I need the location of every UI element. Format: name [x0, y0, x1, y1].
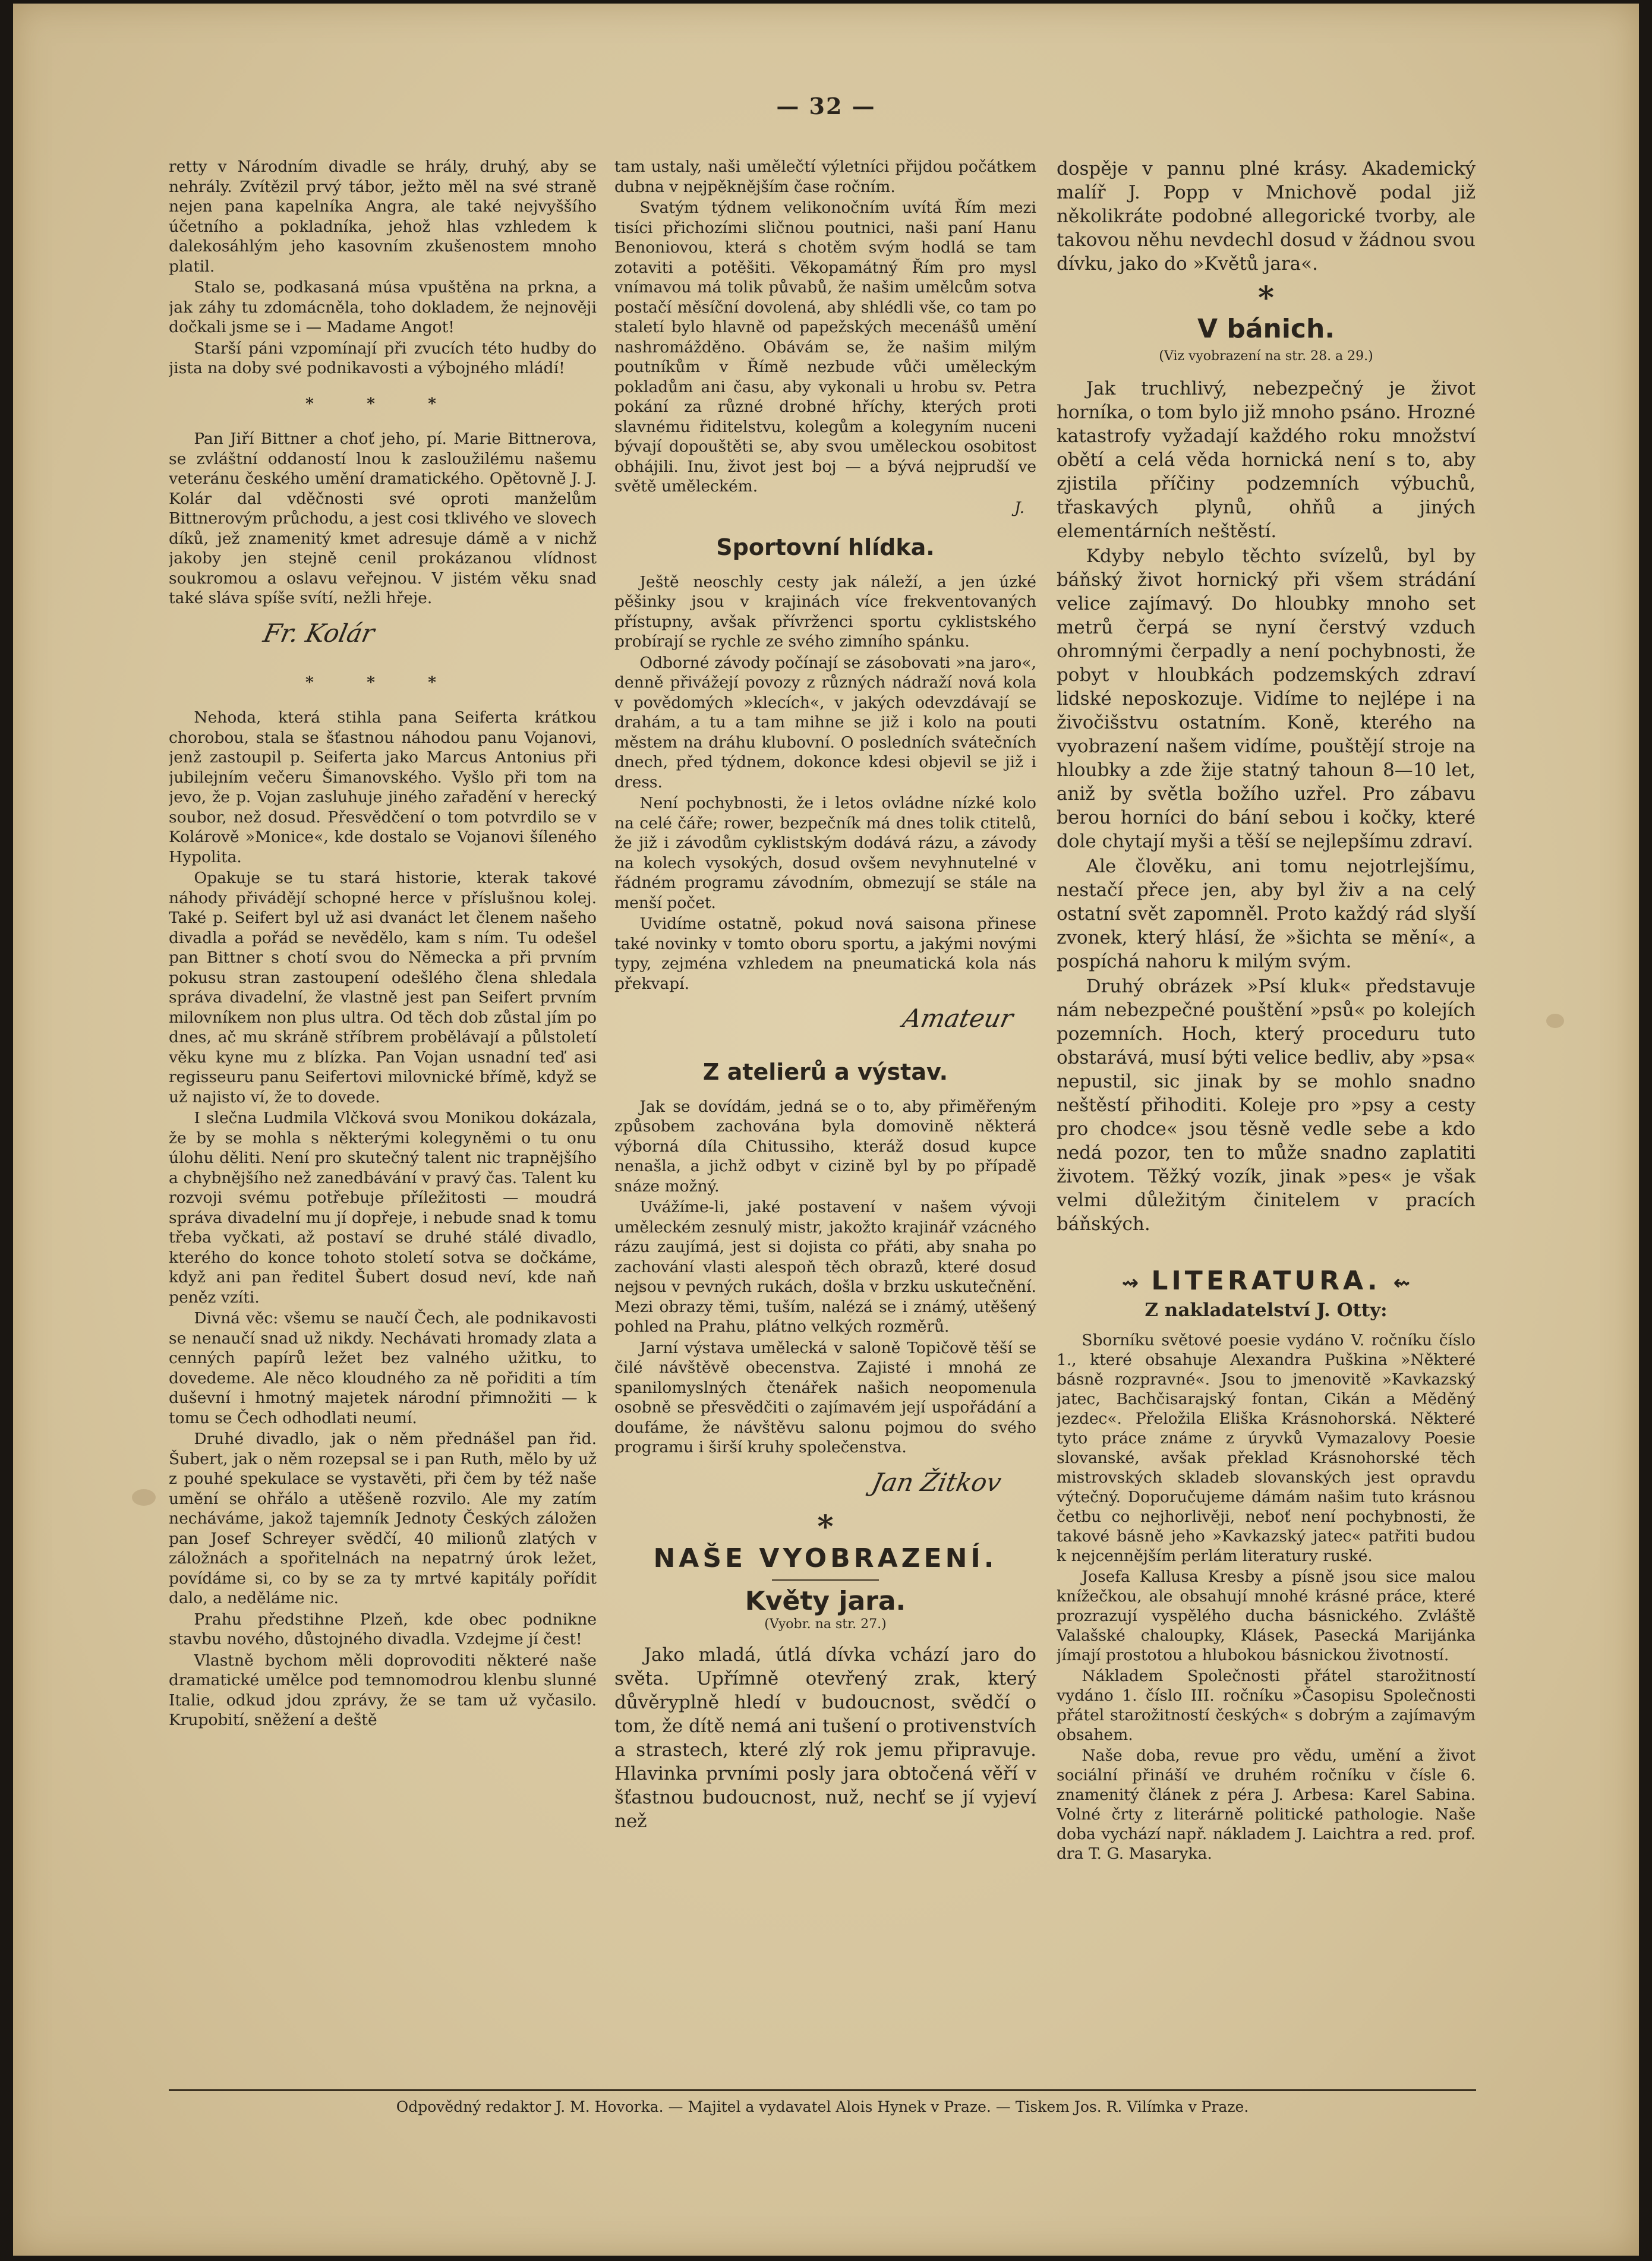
paragraph: Opakuje se tu stará historie, kterak takové náhody přivádějí schopné herce v příslušnou kolej. Také p. Seifert byl už asi dvanáct let členem našeho divadla a pořád se nevědělo, kam s ním. Tu odešel pan Bittner s chotí svou do Německa a při prvním pokusu stran zastoupení odešlého člena shledala správa divadelní, že vlastně jest pan Seifert prvním milovníkem non plus ultra. Od těch dob zůstal jím po dnes, ač mu skráně stříbrem probělávají a půlstoletí věku kyne mu z blízka. Pan Vojan usnadní teď asi regisseuru panu Seifertovi milovnické břímě, když se už najisto ví, že to dovede. [169, 869, 597, 1106]
paragraph: Jako mladá, útlá dívka vchází jaro do světa. Upřímně otevřený zrak, který důvěryplně hledí v budoucnost, svědčí o tom, že dítě nemá ani tušení o protivenstvích a strastech, které zlý rok jemu připravuje. Hlavinka prvními posly jara obtočená věří v šťastnou budoucnost, nuž, nechť se jí vyjeví než [614, 1644, 1036, 1832]
paragraph: Divná věc: všemu se naučí Čech, ale podnikavosti se nenaučí snad už nikdy. Nechávati hromady zlata a cenných papírů ležet bez valného užitku, to dovedeme. Ale něco kloudného za ně pořiditi a tím duševní i hmotný majetek národní přimnožiti — k tomu se Čech odhodlati neumí. [169, 1309, 597, 1427]
paragraph: Jak truchlivý, nebezpečný je život horníka, o tom bylo již mnoho psáno. Hrozné katastrofy vyžadají každého roku množství obětí a celá věda hornická není s to, aby zjistila příčiny podzemních výbuchů, třaskavých plynů, ohňů a jiných elementárních neštěstí. [1057, 378, 1476, 542]
paragraph: Odborné závody počínají se zásobovati »na jaro«, denně přivážejí povozy z různých nádraží nová kola v povědomých »klecích«, v jakých odevzdávají se drahám, a tu a tam mihne se již i kolo na pouti městem na dráhu klubovní. O posledních svátečních dnech, před týdnem, dokonce kdesi objevil se již i dress. [614, 653, 1036, 791]
signature-text: Amateur [900, 1004, 1016, 1033]
ink-stain [132, 1489, 156, 1506]
paragraph: dospěje v pannu plné krásy. Akademický malíř J. Popp v Mnichově podal již několikráte podobné allegorické tvorby, ale takovou něhu nevdechl dosud v žádnou svou dívku, jako do »Květů jara«. [1057, 158, 1476, 275]
paragraph: Jak se dovídám, jedná se o to, aby přiměřeným způsobem zachována byla domovině některá výborná díla Chitussiho, kteráž dosud kupce nenašla, a jichž odbyt v cizině byl by po případě snáze možný. [614, 1097, 1036, 1196]
imprint-footer: Odpovědný redaktor J. M. Hovorka. — Majitel a vydavatel Alois Hynek v Praze. — Tiskem Jos. R. Vilímka v Praze. [169, 2089, 1476, 2115]
paragraph: Jarní výstava umělecká v saloně Topičově těší se čilé návštěvě obecenstva. Zajisté i mnohá ze spanilomyslných čtenářek našich neopomenula osobně se přesvědčiti o zajímavém její uspořádání a doufáme, že návštěvu salonu pojmou do svého programu i širší kruhy společenstva. [614, 1338, 1036, 1456]
column-2 [614, 157, 1036, 2087]
paragraph: Nehoda, která stihla pana Seiferta krátkou chorobou, stala se šťastnou náhodou panu Vojanovi, jenž zastoupil p. Seiferta jako Marcus Antonius při jubilejním večeru Šimanovského. Vyšlo při tom na jevo, že p. Vojan zasluhuje jiného zařadění v herecký soubor, než dosud. Přesvědčení o tom potvrdilo se v Kolárově »Monice«, kde dostalo se Vojanovi šíleného Hypolita. [169, 708, 597, 866]
paragraph: Stalo se, podkasaná músa vpuštěna na prkna, a jak záhy tu zdomácněla, toho dokladem, že nejnověji dočkali jsme se i — Madame Angot! [169, 278, 597, 336]
paragraph: Naše doba, revue pro vědu, umění a život sociální přináší ve druhém ročníku v čísle 6. znamenitý článek z péra J. Arbesa: Karel Sabina. Volné črty z literárně politické pathologie. Naše doba vychází např. nákladem J. Laichtra a red. prof. dra T. G. Masaryka. [1057, 1746, 1476, 1863]
paragraph: Vlastně bychom měli doprovoditi některé naše dramatické umělce pod temnomodrou klenbu slunné Italie, odkud jdou zprávy, že se tam už vyčasilo. Krupobití, sněžení a deště [169, 1651, 597, 1729]
paragraph: Uvidíme ostatně, pokud nová saisona přinese také novinky v tomto oboru sportu, a jakými novými typy, zejména vzhledem na pneumatická kola nás překvapí. [614, 915, 1036, 993]
paragraph: Pan Jiří Bittner a choť jeho, pí. Marie Bittnerova, se zvláštní oddaností lnou k zasloužilému našemu veteránu českého umění dramatického. Opětovně J. J. Kolár dal vděčnosti své oproti manželům Bittnerovým průchodu, a jest cosi tklivého ve slovech díků, jež znamenitý kmet adresuje dámě a v nichž jakoby jen stejně cenil prokázanou vlídnost soukromou a oslavu veřejnou. V jistém věku snad také sláva spíše svítí, nežli hřeje. [169, 430, 597, 607]
section-title-ateliers: Z atelierů a výstav. [702, 1059, 948, 1085]
paragraph: tam ustaly, naši umělečtí výletníci přijdou počátkem dubna v nejpěknějším čase ročním. [614, 157, 1036, 196]
illustration-reference: (Vyobr. na str. 27.) [764, 1617, 887, 1632]
paragraph: Prahu předstihne Plzeň, kde obec podnikne stavbu nového, důstojného divadla. Vzdejme jí čest! [169, 1610, 597, 1648]
signature-text: Jan Žitkov [869, 1467, 1004, 1497]
paragraph: Nákladem Společnosti přátel starožitností vydáno 1. číslo III. ročníku »Časopisu Společnosti přátel starožitností českých« s dobrým a zajímavým obsahem. [1057, 1667, 1476, 1744]
literatura-heading: LITERATURA. [1151, 1266, 1381, 1296]
title-rule [772, 1579, 879, 1581]
paragraph: I slečna Ludmila Vlčková svou Monikou dokázala, že by se mohla s některými kolegyněmi o tu onu úlohu děliti. Není pro skutečný talent nic trapnějšího a chybnějšího než zanedbávání v pravý čas. Talent ku rozvoji svému potřebuje příležitosti — moudrá správa divadelní mu jí dopřeje, i nebude snad k tomu třeba vyčkati, až postaví se druhé stálé divadlo, kterého do konce tohoto století sotva se dočkáme, když ani pan ředitel Šubert dosud neví, kde naň peněz vzíti. [169, 1109, 597, 1307]
paragraph: Sborníku světové poesie vydáno V. ročníku číslo 1., které obsahuje Alexandra Puškina »Některé básně rozpravné«. Jsou to jmenovitě »Kavkazský jatec, Bachčisarajský fontan, Cikán a Měděný jezdec«. Přeložila Eliška Krásnohorská. Některé tyto práce známe z úryvků Vymazalovy Poesie slovanské, avšak překlad Krásnohorské těch mistrovských skladeb slovanských jest opravdu výtečný. Doporučujeme dámám našim tuto krásnou četbu co nejhorlivěji, neboť není pochybnosti, že takové básně jeho »Kavkazský jatec« patřiti budou k nejcennějším perlám literatury ruské. [1057, 1331, 1476, 1565]
section-title-illustrations: NAŠE VYOBRAZENÍ. [653, 1543, 998, 1573]
illustration-reference: (Viz vyobrazení na str. 28. a 29.) [1159, 349, 1373, 364]
paragraph: Kdyby nebylo těchto svízelů, byl by báňský život hornický při všem strádání velice zajímavý. Do hloubky mnoho set metrů čerpá se nyní čerstvý vzduch ohromnými čerpadly a není pochybnosti, že pobyt v hloubkách podzemských zdraví lidské neposkozuje. Vidíme to nejlépe i na živočišstvu ostatním. Koně, kterého na vyobrazení našem vidíme, pouštějí stroje na hloubky a zde žije statný tahoun 8—10 let, aniž by světla božího uzřel. Pro zábavu berou horníci do bání sebou i kočky, které dole chytají myši a těší se nejlepšímu zdraví. [1057, 545, 1476, 852]
article-title-v-banich: V bánich. [1197, 314, 1335, 344]
paragraph: retty v Národním divadle se hrály, druhý, aby se nehrály. Zvítězil prvý tábor, ježto měl na své straně nejen pana kapelníka Angra, ale také nejvyššího účetního a pokladníka, jehož hlas vzhledem k dalekosáhlým jeho kasovním zkušenostem mnoho platil. [169, 157, 597, 276]
publisher-subtitle: Z nakladatelství J. Otty: [1145, 1300, 1388, 1321]
paragraph: Svatým týdnem velikonočním uvítá Řím mezi tisíci přichozími sličnou poutnici, naši paní Hanu Benoniovou, která s chotěm svým hodlá se tam zotaviti a potěšiti. Věkopamátný Řím pro mysl vnímavou má tolik půvabů, že našim umělcům sotva postačí měsíční dovolená, aby shlédli vše, co tam po staletí bylo hlavně od papežských mecenášů umění nashromážděno. Obávám se, že našim milým poutníkům v Římě nezbude vůči uměleckým pokladům ani času, aby vykonali u hrobu sv. Petra pokání za různé drobné hříchy, kterých proti slavnému řiditelstvu, kolegům a kolegyním nuceni bývají dopouštěti se, aby svou uměleckou osobitost obhájili. Inu, život jest boj — a bývá nejprudší ve světě uměleckém. [614, 198, 1036, 496]
column-3 [1057, 157, 1476, 2087]
section-divider-stars: * * * [305, 673, 461, 692]
article-title-kvety-jara: Květy jara. [745, 1585, 906, 1616]
paragraph: Druhé divadlo, jak o něm přednášel pan řid. Šubert, jak o něm rozepsal se i pan Ruth, mělo by už z pouhé spekulace se vystavěti, při čem by též naše umění se ohřálo a utěšeně rozvilo. Ale my zatím necháváme, jakož tajemník Jednoty Českých záložen pan Josef Schreyer svědčí, 40 milionů zlatých v záložnách a spořitelnách na nepatrný úrok ležet, povídáme si, co by se za ty mrtvé kapitály pořídit dalo, a neděláme nic. [169, 1430, 597, 1607]
section-title-literatura [1057, 1266, 1476, 1296]
paragraph: Ale člověku, ani tomu nejotrlejšímu, nestačí přece jen, aby byl živ a na celý ostatní svět zapomněl. Proto každý rád slyší zvonek, který hlásí, že »šichta se mění«, a pospíchá nahoru k milým svým. [1057, 856, 1476, 972]
signature-kolar [169, 610, 597, 657]
section-title-sport: Sportovní hlídka. [716, 534, 935, 560]
paragraph: Josefa Kallusa Kresby a písně jsou sice malou knížečkou, ale obsahují mnohé krásné práce, které prozrazují vyspělého ducha básnického. Zvláště Valašské chaloupky, Klásek, Pasecká Marijánka jímají prostotou a hlubokou básnickou životností. [1057, 1568, 1476, 1664]
paragraph: Starší páni vzpomínají při zvucích této hudby do jista na doby své podnikavosti a výbojného mládí! [169, 339, 597, 377]
section-divider-stars: * * * [305, 394, 461, 413]
ornament-left-icon: ⇝ [1121, 1271, 1139, 1295]
author-initial: J. [1014, 498, 1024, 517]
signature-amateur [614, 995, 1036, 1042]
paragraph: Není pochybnosti, že i letos ovládne nízké kolo na celé čáře; rower, bezpečník má dnes tolik ctitelů, že již i závodům cyklistským dodává rázu, a závody na kolech vysokých, dosud ovšem nevyhnutelné v řádném programu závodním, obmezují se stále na menší počet. [614, 794, 1036, 912]
signature-text: Fr. Kolár [260, 618, 377, 648]
section-divider-star: * [817, 1508, 834, 1545]
ornament-right-icon: ⇜ [1393, 1271, 1411, 1295]
ink-stain [1546, 1014, 1564, 1028]
page-number: — 32 — [776, 93, 876, 119]
section-divider-star: * [1257, 280, 1275, 316]
paragraph: Ještě neoschly cesty jak náleží, a jen úzké pěšinky jsou v krajinách více frekventovaných přístupny, avšak přívrženci sportu cyklistského probírají se rychle ze svého zimního spánku. [614, 572, 1036, 651]
paragraph: Uvážíme-li, jaké postavení v našem vývoji uměleckém zesnulý mistr, jakožto krajinář vzácného rázu zaujímá, jest si dojista co přáti, aby snaha po zachování vlasti alespoň těch obrazů, které dosud nejsou v pevných rukách, došla v brzku uskutečnění. Mezi obrazy těmi, tuším, nalézá se i známý, utěšený pohled na Prahu, plátno velkých rozměrů. [614, 1198, 1036, 1336]
column-1 [169, 157, 597, 2087]
paragraph: Druhý obrázek »Psí kluk« představuje nám nebezpečné pouštění »psů« po kolejích pozemních. Hoch, který proceduru tuto obstarává, musí býti velice bedliv, aby »psa« nepustil, sic jinak by se mohlo snadno neštěstí přihoditi. Koleje pro »psy a cesty pro chodce« jsou těsně vedle sebe a kdo nedá pozor, ten to může snadno zaplatiti životem. Těžký vozík, jinak »pes« je však velmi důležitým činitelem v pracích báňských. [1057, 976, 1476, 1235]
newspaper-page [13, 4, 1639, 2256]
signature-jan [614, 1459, 1036, 1506]
